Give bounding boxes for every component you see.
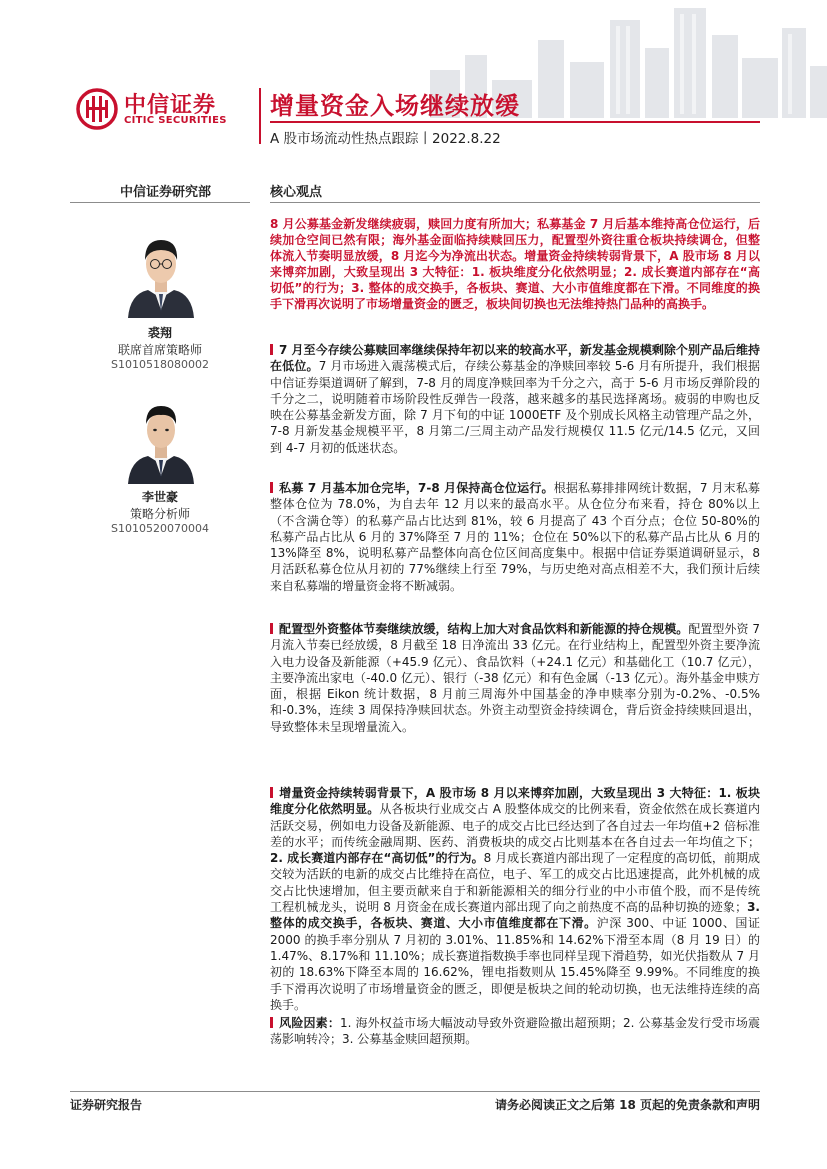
footer-disclaimer: 请务必阅读正文之后第 18 页起的免责条款和声明 <box>494 1098 760 1112</box>
point-heading-text: 3. 整体的成交换手，各板块、赛道、大小市值维度都在下滑。 <box>270 900 760 931</box>
citic-emblem-icon <box>76 88 118 130</box>
point-heading-text: 7 月至今存续公募赎回率继续保持年初以来的较高水平，新发基金规模剩除个别产品后维持在低位。 <box>270 343 760 374</box>
summary-paragraph: 8 月公募基金新发继续疲弱，赎回力度有所加大；私募基金 7 月后基本维持高仓位运行，后续加仓空间已然有限；海外基金面临持续赎回压力，配置型外资往重仓板块持续调仓，但整体流入节奏明显放缓，8 月迄今为净流出状态。增量资金持续转弱背景下，A 股市场 8 月以来博弈加剧，大致呈现出 3 大特征：1. 板块维度分化依然明显；2. 成长赛道内部存在“高切低”的行为；3. 整体的成交换手，各板块、赛道、大小市值维度都在下滑。不同维度的换手下滑再次说明了市场增量资金的匮乏，板块间切换也无法维持热门品种的高换手。 <box>270 217 760 311</box>
title-underline <box>270 121 760 123</box>
point-body-text: 根据私募排排网统计数据，7 月末私募整体仓位为 78.0%，为自去年 12 月以来的最高水平。从仓位分布来看，持仓 80%以上（不含满仓等）的私募产品占比达到 81%，较 6 月提高了 43 个百分点；仓位 50-80%的私募产品占比从 6 月的 37%降至 7 月的 11%；仓位在 50%以下的私募产品占比从 6 月的 13%降至 8%，说明私募产品整体向高仓位区间高度集中。根据中信证券渠道调研显示，8 月活跃私募仓位从月初的 77%继续上行至 79%，与历史绝对高点相差不大，我们预计后续来自私募端的增量资金将不断减弱。 <box>270 481 760 593</box>
core-views-heading: 核心观点 <box>270 185 323 200</box>
point-body-text: 7 月市场进入震荡模式后，存续公募基金的净赎回率较 5-6 月有所提升，我们根据中信证券渠道调研了解到，7-8 月的周度净赎回率为千分之六，高于 5-6 月市场反弹阶段的千分之二，说明随着市场阶段性反弹告一段落，越来越多的基民选择离场。疲弱的申购也反映在公募基金新发方面，除 7 月下旬的中证 1000ETF 及个别成长风格主动管理产品之外，7-8 月新发基金规模平平，8 月第二/三周主动产品发行规模仅 11.5 亿元/14.5 亿元，又回到 4-7 月初的低迷状态。 <box>270 359 760 455</box>
logo-english-name: CITIC SECURITIES <box>124 115 227 126</box>
analyst-id-2: S1010520070004 <box>111 522 209 535</box>
key-point <box>270 342 760 456</box>
point-heading-text: 增量资金持续转弱背景下，A 股市场 8 月以来博弈加剧，大致呈现出 3 大特征：1. 板块维度分化依然明显。 <box>270 786 760 817</box>
key-point <box>270 480 760 594</box>
footer-report-type: 证券研究报告 <box>70 1098 143 1112</box>
key-point <box>270 1015 760 1048</box>
point-heading-text: 私募 7 月基本加仓完毕，7-8 月保持高仓位运行。 <box>279 481 554 495</box>
bullet-marker <box>270 482 273 493</box>
point-heading-text: 风险因素： <box>279 1016 341 1030</box>
analyst-title-2: 策略分析师 <box>129 507 190 521</box>
footer-rule <box>70 1091 760 1092</box>
citic-logo <box>76 86 251 134</box>
point-body-text: 沪深 300、中证 1000、国证 2000 的换手率分别从 7 月初的 3.01%、11.85%和 14.62%下滑至本周（8 月 19 日）的 1.47%、8.17%和 11.10%；成长赛道指数换手率也同样呈现下滑趋势，如光伏指数从 7 月初的 18.63%下降至本周的 16.62%，锂电指数则从 15.45%降至 9.99%。不同维度的换手下滑再次说明了市场增量资金的匮乏，即便是板块之间的轮动切换，也无法维持连续的高换手。 <box>270 916 760 1012</box>
research-dept-heading: 中信证券研究部 <box>120 185 212 200</box>
bullet-marker <box>270 1017 273 1028</box>
point-body-text: 8 月成长赛道内部出现了一定程度的高切低，前期成交较为活跃的电新的成交占比维持在高位，电子、军工的成交占比迅速提高，此外机械的成交占比快速增加，但主要贡献来自于和新能源相关的细分行业的中小市值个股，而不是传统工程机械龙头，说明 8 月资金在成长赛道内部出现了向之前热度不高的品种切换的迹象； <box>270 851 760 915</box>
point-heading-text: 2. 成长赛道内部存在“高切低”的行为。 <box>270 851 484 866</box>
report-title: 增量资金入场继续放缓 <box>270 92 520 120</box>
bullet-marker <box>270 344 273 355</box>
analyst-title-1: 联席首席策略师 <box>117 343 202 357</box>
sidebar-rule <box>70 202 250 203</box>
analyst-id-1: S1010518080002 <box>111 358 209 371</box>
analyst-name-2: 李世豪 <box>141 490 178 504</box>
header-divider <box>259 88 261 144</box>
point-body-text: 配置型外资 7 月流入节奏已经放缓，8 月截至 18 日净流出 33 亿元。在行业结构上，配置型外资主要净流入电力设备及新能源（+45.9 亿元）、食品饮料（+24.1 亿元）和基础化工（10.7 亿元），主要净流出家电（-40.0 亿元）、银行（-38 亿元）和有色金属（-13 亿元）。海外基金申赎方面，根据 Eikon 统计数据，8 月前三周海外中国基金的净申赎率分别为-0.2%、-0.5%和-0.3%，连续 3 周保持净赎回状态。外资主动型资金持续调仓，背后资金持续赎回退出，导致整体未呈现增量流入。 <box>270 622 760 734</box>
analyst-name-1: 裘翔 <box>147 326 172 340</box>
bullet-marker <box>270 787 273 798</box>
point-body-text: 1. 海外权益市场大幅波动导致外资避险撤出超预期；2. 公募基金发行受市场震荡影响转冷；3. 公募基金赎回超预期。 <box>270 1016 760 1047</box>
key-point <box>270 785 760 1013</box>
main-rule <box>270 202 760 203</box>
point-heading-text: 配置型外资整体节奏继续放缓，结构上加大对食品饮料和新能源的持仓规模。 <box>279 622 689 636</box>
logo-chinese-name: 中信证券 <box>124 93 217 118</box>
point-body-text: 从各板块行业成交占 A 股整体成交的比例来看，资金依然在成长赛道内活跃交易，例如电力设备及新能源、电子的成交占比已经达到了各自过去一年均值+2 倍标准差的水平；而传统金融周期、医药、消费板块的成交占比则基本在各自过去一年均值之下； <box>270 802 760 849</box>
key-point <box>270 621 760 735</box>
analyst-photo-1 <box>124 228 198 318</box>
bullet-marker <box>270 623 273 634</box>
analyst-photo-2 <box>124 394 198 484</box>
report-subtitle: A 股市场流动性热点跟踪丨2022.8.22 <box>270 131 501 147</box>
